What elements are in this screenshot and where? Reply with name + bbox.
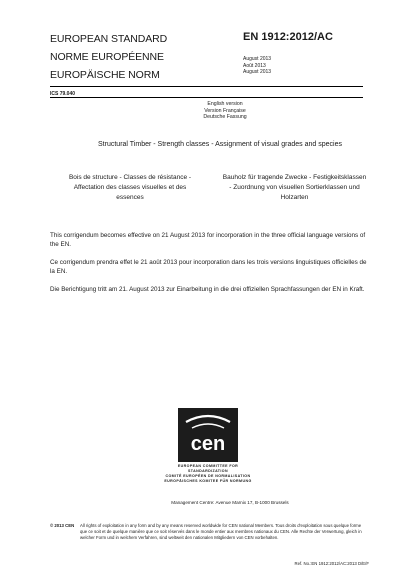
ics-divider — [50, 97, 363, 98]
cen-caption-fr: COMITÉ EUROPÉEN DE NORMALISATION — [165, 474, 251, 478]
rights-statement: All rights of exploitation in any form and by any means reserved worldwide for CEN national Members. Tous droits d'exploitation sous quelque forme que ce soit et de quelque manière que ce soit réservés dans le monde entier aux membres nationaux du CEN. Alle Rechte der Verwertung, gleich in welcher Form und in welchem Verfahren, sind weltweit den nationalen Mitgliedern von CEN vorbehalten. — [80, 523, 362, 540]
version-fr: Version Française — [204, 107, 246, 114]
standard-header — [243, 30, 373, 76]
organisation-names — [50, 30, 240, 84]
reference-number: Ref. No.:EN 1912:2012/AC:2013 D/E/F — [294, 561, 369, 566]
cen-logo-mark — [178, 408, 238, 462]
cen-logo-captions — [158, 464, 258, 484]
cen-caption-de: EUROPÄISCHES KOMITEE FÜR NORMUNG — [164, 479, 252, 483]
management-address: Management Centre: Avenue Marnix 17, B-1000 Brussels — [171, 500, 289, 505]
paragraph-english: This corrigendum becomes effective on 21 August 2013 for incorporation in the three official language versions of the EN. — [50, 232, 366, 248]
copyright-notice: © 2013 CEN — [50, 523, 75, 528]
org-line-en: EUROPEAN STANDARD — [50, 33, 168, 45]
title-english: Structural Timber - Strength classes - Assignment of visual grades and species — [98, 141, 342, 148]
version-de: Deutsche Fassung — [203, 114, 247, 121]
cen-logo — [158, 408, 258, 484]
title-german: Bauholz für tragende Zwecke - Festigkeitsklassen - Zuordnung von visuellen Sortierklassen und Holzarten — [222, 174, 367, 201]
language-versions — [150, 101, 300, 121]
paragraph-german: Die Berichtigung tritt am 21. August 2013 zur Einarbeitung in die drei offiziellen Sprachfassungen der EN in Kraft. — [50, 286, 365, 293]
title-french: Bois de structure - Classes de résistance - Affectation des classes visuelles et des essences — [68, 174, 192, 201]
standard-number: EN 1912:2012/AC — [243, 31, 333, 43]
org-line-de: EUROPÄISCHE NORM — [50, 69, 160, 81]
date-fr: Août 2013 — [243, 62, 266, 69]
version-en: English version — [207, 101, 243, 107]
date-de: August 2013 — [243, 69, 272, 75]
date-en: August 2013 — [243, 56, 272, 62]
paragraph-french: Ce corrigendum prendra effet le 21 août 2013 pour incorporation dans les trois versions linguistiques officielles de la EN. — [50, 259, 367, 275]
cen-logo-text: cen — [190, 433, 226, 455]
cen-caption-en: EUROPEAN COMMITTEE FOR STANDARDIZATION — [177, 464, 239, 473]
org-line-fr: NORME EUROPÉENNE — [50, 51, 164, 63]
header-divider — [50, 86, 363, 87]
publication-dates — [243, 56, 373, 76]
ics-code: ICS 79.040 — [50, 91, 76, 97]
cen-logo-graphic — [178, 408, 238, 462]
